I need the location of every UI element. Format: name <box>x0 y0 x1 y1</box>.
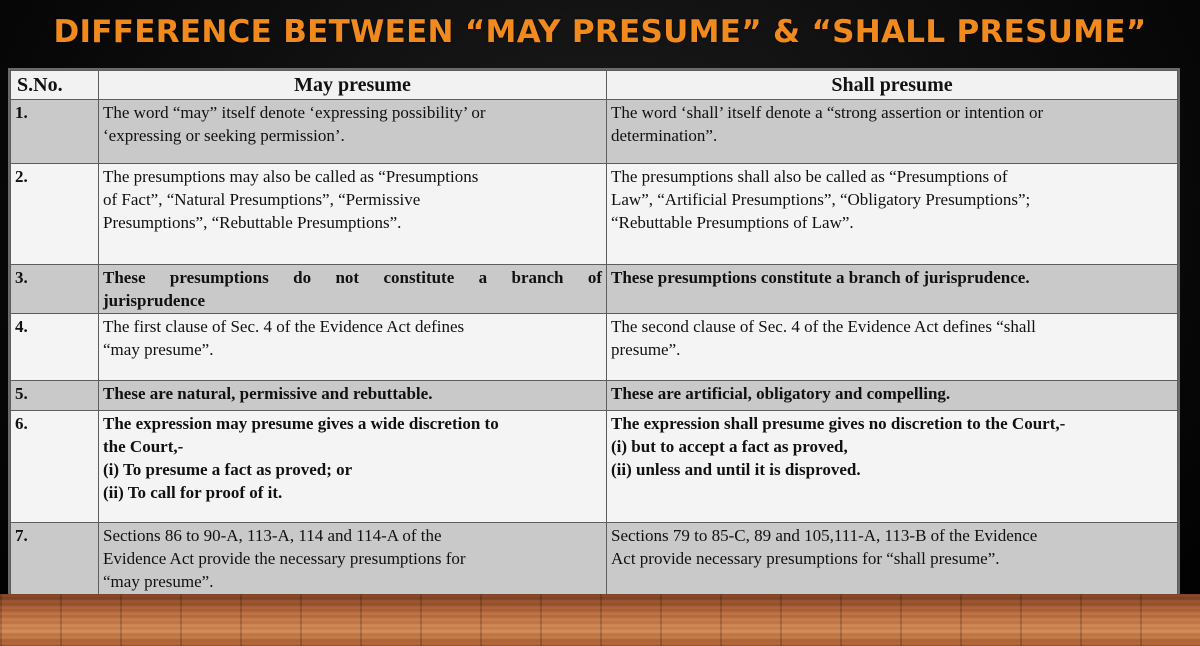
cell-line: The expression shall presume gives no discretion to the Court,- <box>611 413 1066 433</box>
may-cell <box>99 164 607 265</box>
shall-cell <box>607 523 1178 604</box>
table-row <box>11 410 1178 523</box>
shall-cell <box>607 380 1178 410</box>
may-cell <box>99 523 607 604</box>
wood-grain-texture <box>0 594 1200 646</box>
cell-line: the Court,- <box>103 436 184 456</box>
row-number: 6. <box>11 410 99 523</box>
cell-line: presume”. <box>611 340 681 360</box>
may-cell <box>99 380 607 410</box>
header-may-presume: May presume <box>99 71 607 100</box>
cell-line: The first clause of Sec. 4 of the Evidence Act defines <box>103 317 465 337</box>
cell-line: (ii) To call for proof of it. <box>103 482 283 502</box>
cell-line: of Fact”, “Natural Presumptions”, “Permissive <box>103 190 421 210</box>
shall-cell <box>607 264 1178 313</box>
cell-line: “may presume”. <box>103 340 214 360</box>
may-cell <box>99 264 607 313</box>
cell-line: These are natural, permissive and rebuttable. <box>103 383 433 403</box>
shall-cell <box>607 314 1178 380</box>
cell-line: (ii) unless and until it is disproved. <box>611 459 861 479</box>
table-row <box>11 314 1178 380</box>
slide-title: DIFFERENCE BETWEEN “MAY PRESUME” & “SHALL PRESUME” <box>53 14 1147 50</box>
row-number: 2. <box>11 164 99 265</box>
cell-line: Presumptions”, “Rebuttable Presumptions”. <box>103 213 402 233</box>
cell-line: ‘expressing or seeking permission’. <box>103 126 345 145</box>
cell-line: The word ‘shall’ itself denote a “strong assertion or intention or <box>611 103 1044 122</box>
comparison-table-container <box>8 68 1180 606</box>
may-cell <box>99 314 607 380</box>
shall-cell <box>607 164 1178 265</box>
table-row <box>11 100 1178 164</box>
shall-cell <box>607 410 1178 523</box>
cell-line: The word “may” itself denote ‘expressing possibility’ or <box>103 103 486 122</box>
cell-line: “may presume”. <box>103 572 214 592</box>
cell-line: Sections 86 to 90-A, 113-A, 114 and 114-A of the <box>103 526 442 546</box>
cell-line: Evidence Act provide the necessary presumptions for <box>103 549 466 569</box>
cell-line: Sections 79 to 85-C, 89 and 105,111-A, 113-B of the Evidence <box>611 526 1038 546</box>
cell-line: Law”, “Artificial Presumptions”, “Obligatory Presumptions”; <box>611 190 1031 210</box>
cell-line: The second clause of Sec. 4 of the Evidence Act defines “shall <box>611 317 1036 337</box>
shall-cell <box>607 100 1178 164</box>
cell-line: determination”. <box>611 126 718 145</box>
cell-line: Act provide necessary presumptions for “shall presume”. <box>611 549 1000 569</box>
row-number: 5. <box>11 380 99 410</box>
header-shall-presume: Shall presume <box>607 71 1178 100</box>
may-cell <box>99 410 607 523</box>
table-row <box>11 523 1178 604</box>
cell-line: These are artificial, obligatory and compelling. <box>611 383 951 403</box>
cell-line: The expression may presume gives a wide discretion to <box>103 413 499 433</box>
cell-line: The presumptions may also be called as “Presumptions <box>103 167 479 187</box>
may-cell <box>99 100 607 164</box>
header-sno: S.No. <box>11 71 99 100</box>
row-number: 4. <box>11 314 99 380</box>
cell-line: These presumptions do not constitute a branch of <box>103 267 602 287</box>
table-row <box>11 264 1178 313</box>
cell-line: These presumptions constitute a branch of jurisprudence. <box>611 267 1030 287</box>
cell-line: The presumptions shall also be called as “Presumptions of <box>611 167 1008 187</box>
table-row <box>11 380 1178 410</box>
table-header-row <box>11 71 1178 100</box>
row-number: 3. <box>11 264 99 313</box>
table-row <box>11 164 1178 265</box>
cell-line: (i) but to accept a fact as proved, <box>611 436 848 456</box>
row-number: 7. <box>11 523 99 604</box>
cell-line: jurisprudence <box>103 290 205 310</box>
cell-line: “Rebuttable Presumptions of Law”. <box>611 213 854 233</box>
comparison-table <box>10 70 1178 604</box>
row-number: 1. <box>11 100 99 164</box>
cell-line: (i) To presume a fact as proved; or <box>103 459 353 479</box>
